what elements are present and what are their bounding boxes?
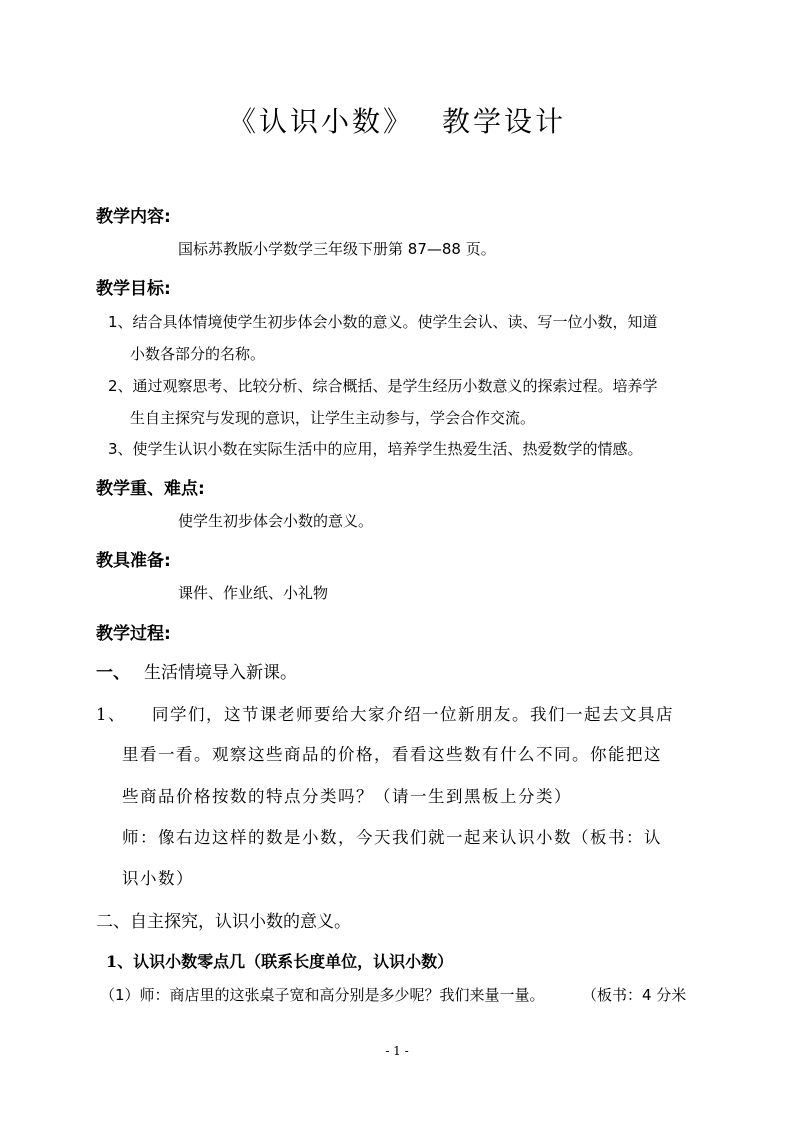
- page-number: - 1 -: [385, 1044, 409, 1058]
- goal-2-line2: 生自主探究与发现的意识，让学生主动参与，学会合作交流。: [130, 409, 536, 427]
- goals-heading: 教学目标:: [96, 279, 171, 299]
- goal-1-line2: 小数各部分的名称。: [130, 345, 266, 363]
- title-sub: 教学设计: [442, 105, 567, 138]
- goal-3: 3、使学生认识小数在实际生活中的应用，培养学生热爱生活、热爱数学的情感。: [108, 440, 643, 458]
- item-1-text: （1）师：商店里的这张桌子宽和高分别是多少呢？我们来量一量。: [100, 986, 545, 1004]
- tools-heading: 教具准备:: [96, 551, 171, 571]
- section-1-number: 一、: [96, 663, 130, 683]
- sub-1-title: 1、认识小数零点几（联系长度单位，认识小数）: [106, 952, 454, 971]
- title-main: 《认识小数》: [227, 105, 414, 138]
- step-1-line1: 同学们，这节课老师要给大家介绍一位新朋友。我们一起去文具店: [152, 705, 674, 724]
- goal-1-line1: 1、结合具体情境使学生初步体会小数的意义。使学生会认、读、写一位小数，知道: [108, 313, 658, 331]
- key-heading: 教学重、难点:: [96, 479, 205, 499]
- step-1-line2: 里看一看。观察这些商品的价格，看看这些数有什么不同。你能把这: [122, 745, 662, 764]
- content-heading: 教学内容:: [96, 207, 171, 227]
- key-text: 使学生初步体会小数的意义。: [178, 512, 374, 530]
- section-2-title: 二、自主探究，认识小数的意义。: [96, 912, 351, 932]
- step-1-number: 1、: [96, 705, 126, 724]
- section-1-title: 生活情境导入新课。: [144, 663, 297, 683]
- document-title: [0, 100, 794, 140]
- step-1-line5: 识小数）: [122, 869, 194, 888]
- step-1-line4: 师：像右边这样的数是小数，今天我们就一起来认识小数（板书：认: [122, 828, 662, 847]
- step-1-line3: 些商品价格按数的特点分类吗？（请一生到黑板上分类）: [122, 787, 572, 806]
- goal-2-line1: 2、通过观察思考、比较分析、综合概括、是学生经历小数意义的探索过程。培养学: [108, 377, 658, 395]
- item-1-note: （板书：4 分米: [582, 986, 687, 1004]
- content-text: 国标苏教版小学数学三年级下册第 87—88 页。: [178, 240, 496, 258]
- process-heading: 教学过程:: [96, 624, 171, 644]
- tools-text: 课件、作业纸、小礼物: [178, 584, 329, 602]
